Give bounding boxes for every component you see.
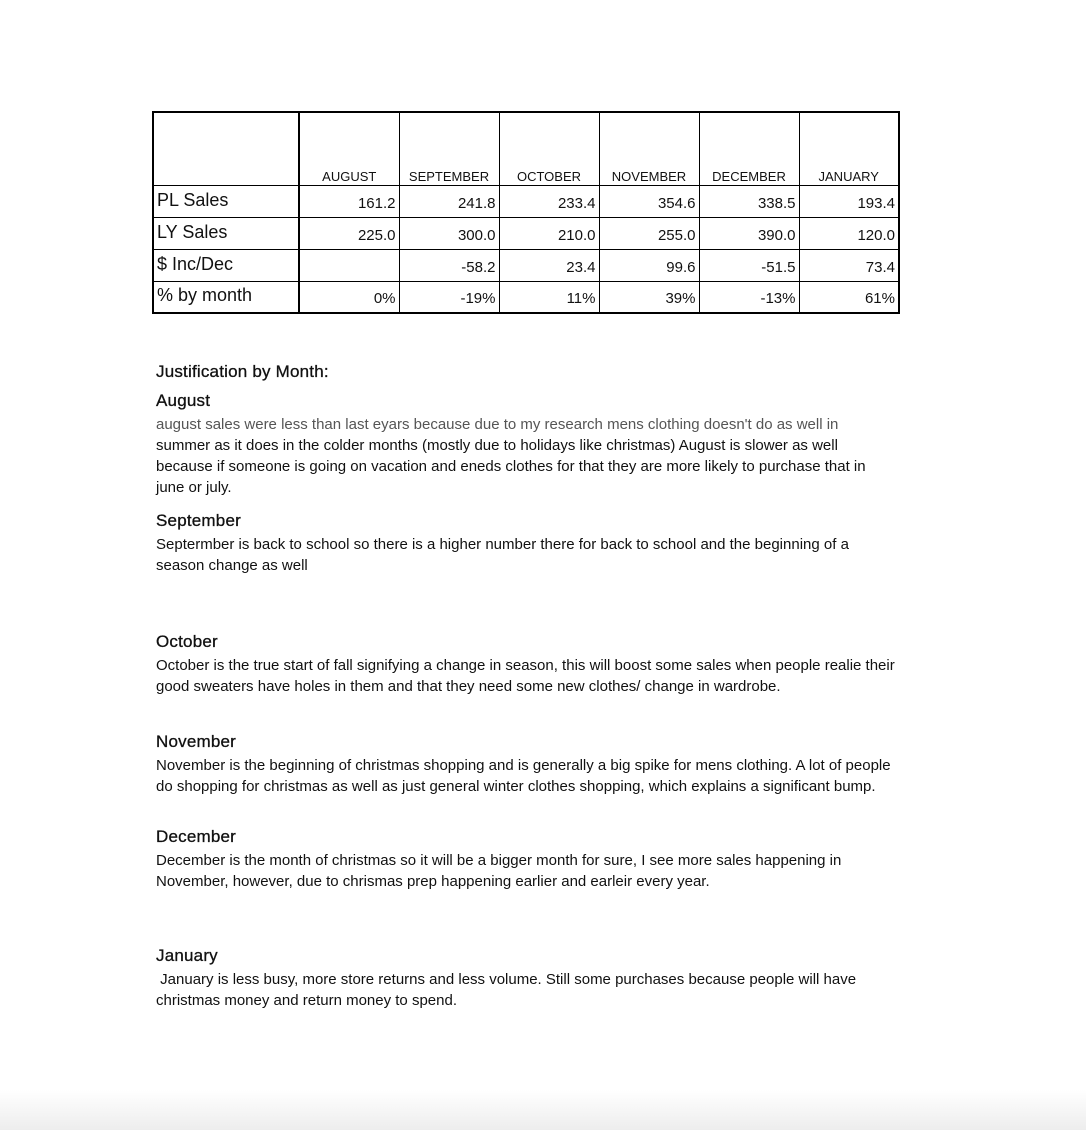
table-cell: 225.0 (299, 217, 399, 249)
month-block-january (156, 946, 896, 1011)
column-header-august: AUGUST (299, 112, 399, 185)
month-heading: January (156, 946, 218, 965)
justification-section (156, 362, 899, 1011)
sales-table (152, 111, 900, 314)
table-cell (299, 249, 399, 281)
table-cell: 39% (599, 281, 699, 313)
table-cell: 11% (499, 281, 599, 313)
month-block-september (156, 511, 896, 576)
table-cell: 338.5 (699, 185, 799, 217)
row-label: PL Sales (153, 185, 299, 217)
table-row-inc-dec (153, 249, 899, 281)
month-text: October is the true start of fall signifying a change in season, this will boost some sales when people realie their good sweaters have holes in them and that they need some new clothes/ change in wardrobe. (156, 657, 899, 695)
column-header-november: NOVEMBER (599, 112, 699, 185)
month-text: November is the beginning of christmas shopping and is generally a big spike for mens clothing. A lot of people do shopping for christmas as well as just general winter clothes shopping, which explains a significant bump. (156, 757, 895, 795)
page-bottom-shadow (0, 1090, 1086, 1130)
row-label: % by month (153, 281, 299, 313)
table-cell: -58.2 (399, 249, 499, 281)
month-heading: November (156, 732, 237, 751)
month-text: Septermber is back to school so there is a higher number there for back to school and the beginning of a season change as well (156, 536, 854, 574)
table-cell: 120.0 (799, 217, 899, 249)
table-row-pl-sales (153, 185, 899, 217)
table-cell: -19% (399, 281, 499, 313)
table-cell: 73.4 (799, 249, 899, 281)
month-heading: September (156, 511, 241, 530)
table-corner-cell (153, 112, 299, 185)
month-heading: October (156, 632, 218, 651)
month-text: January is less busy, more store returns and less volume. Still some purchases because people will have christmas money and return money to spend. (156, 971, 861, 1009)
month-block-november (156, 732, 896, 797)
column-header-january: JANUARY (799, 112, 899, 185)
table-header-row (153, 112, 899, 185)
month-heading: August (156, 391, 211, 410)
table-cell: 233.4 (499, 185, 599, 217)
table-cell: 241.8 (399, 185, 499, 217)
table-cell: 61% (799, 281, 899, 313)
table-cell: -13% (699, 281, 799, 313)
table-cell: 99.6 (599, 249, 699, 281)
table-cell: -51.5 (699, 249, 799, 281)
month-block-august (156, 391, 896, 498)
column-header-september: SEPTEMBER (399, 112, 499, 185)
month-text: December is the month of christmas so it will be a bigger month for sure, I see more sales happening in November, however, due to chrismas prep happening earlier and earleir every year. (156, 852, 846, 890)
column-header-december: DECEMBER (699, 112, 799, 185)
month-block-december (156, 827, 896, 892)
table-cell: 161.2 (299, 185, 399, 217)
table-cell: 23.4 (499, 249, 599, 281)
table-row-percent-by-month (153, 281, 899, 313)
table-cell: 354.6 (599, 185, 699, 217)
table-cell: 193.4 (799, 185, 899, 217)
table-cell: 210.0 (499, 217, 599, 249)
month-heading: December (156, 827, 237, 846)
column-header-october: OCTOBER (499, 112, 599, 185)
table-row-ly-sales (153, 217, 899, 249)
month-block-october (156, 632, 899, 697)
table-cell: 0% (299, 281, 399, 313)
row-label: LY Sales (153, 217, 299, 249)
row-label: $ Inc/Dec (153, 249, 299, 281)
table-cell: 390.0 (699, 217, 799, 249)
table-cell: 255.0 (599, 217, 699, 249)
table-cell: 300.0 (399, 217, 499, 249)
justification-title: Justification by Month: (156, 362, 329, 381)
month-text: august sales were less than last eyars because due to my research mens clothing doesn't do as well in summer as it does in the colder months (mostly due to holidays like christmas) August is slower as well because if someone is going on vacation and eneds clothes for that they are more likely to purchase that in june or july. (156, 416, 870, 496)
